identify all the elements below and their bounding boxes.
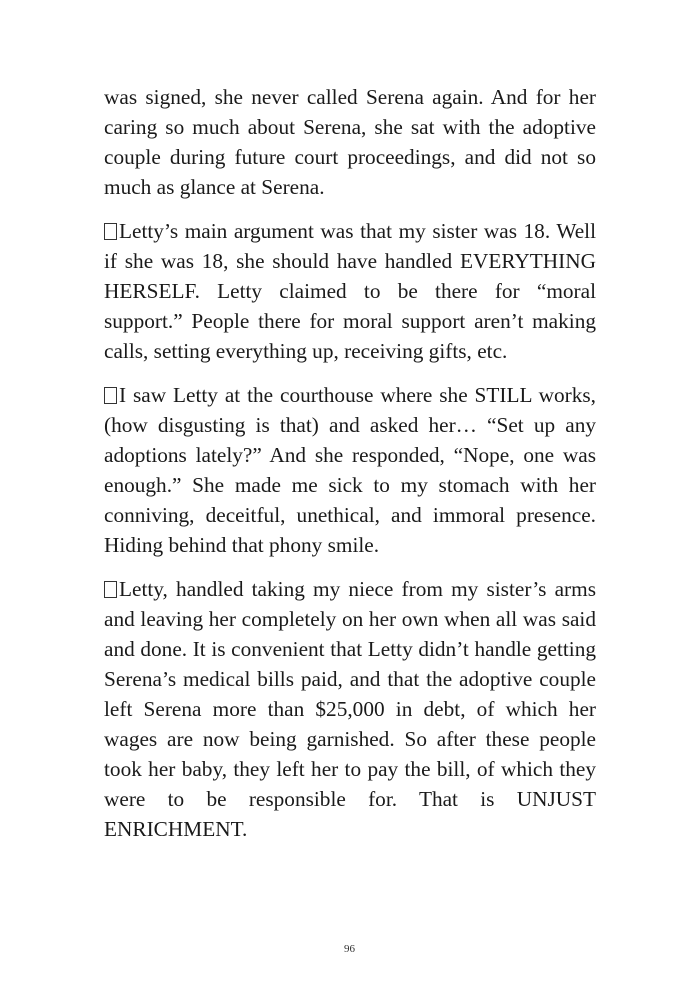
missing-glyph-box-icon: [104, 581, 117, 598]
paragraph-text: Letty’s main argument was that my sister was 18. Well if she was 18, she should have handled EVERYTHING HERSELF. Letty claimed to be there for “moral support.” People there for moral support aren’t making calls, setting everything up, receiving gifts, etc.: [104, 219, 596, 363]
missing-glyph-box-icon: [104, 223, 117, 240]
paragraph-text: I saw Letty at the courthouse where she STILL works, (how disgusting is that) and asked her… “Set up any adoptions lately?” And she responded, “Nope, one was enough.” She made me sick to my stomach with her conniving, deceitful, unethical, and immoral presence. Hiding behind that phony smile.: [104, 383, 596, 557]
body-text: [104, 82, 596, 858]
paragraph-text: was signed, she never called Serena again. And for her caring so much about Serena, she sat with the adoptive couple during future court proceedings, and did not so much as glance at Serena.: [104, 85, 596, 199]
paragraph-continuation: [104, 82, 596, 202]
paragraph-bulleted: [104, 216, 596, 366]
paragraph-text: Letty, handled taking my niece from my sister’s arms and leaving her completely on her own when all was said and done. It is convenient that Letty didn’t handle getting Serena’s medical bills paid, and that the adoptive couple left Serena more than $25,000 in debt, of which her wages are now being garnished. So after these people took her baby, they left her to pay the bill, of which they were to be responsible for. That is UNJUST ENRICHMENT.: [104, 577, 596, 841]
missing-glyph-box-icon: [104, 387, 117, 404]
page-number: 96: [344, 943, 355, 955]
paragraph-bulleted: [104, 574, 596, 844]
paragraph-bulleted: [104, 380, 596, 560]
